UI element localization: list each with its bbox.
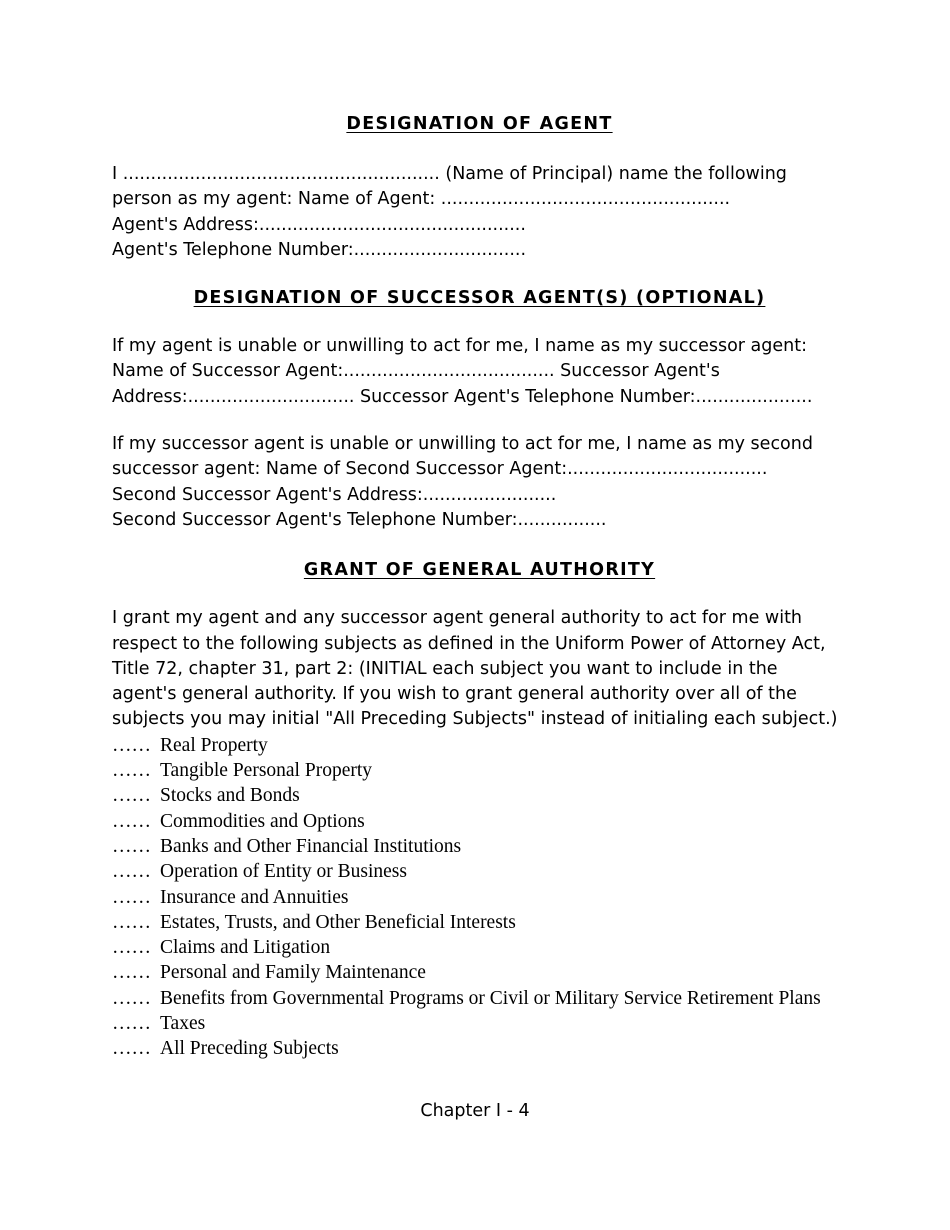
text-line: agent's general authority. If you wish to grant general authority over all of the <box>112 684 797 705</box>
initial-blank[interactable]: …… <box>112 886 151 908</box>
initial-blank[interactable]: …… <box>112 937 151 959</box>
initial-blank[interactable]: …… <box>112 861 151 883</box>
initial-blank[interactable]: …… <box>112 911 151 933</box>
heading-grant-of-general-authority: GRANT OF GENERAL AUTHORITY <box>303 560 656 581</box>
initial-blank[interactable]: …… <box>112 1013 151 1035</box>
text-line: I ......................................................... (Name of Principal) name the following <box>112 164 787 184</box>
subject-label: Personal and Family Maintenance <box>160 962 426 984</box>
text-line: Agent's Address:................................................ <box>112 214 526 235</box>
subject-label: Banks and Other Financial Institutions <box>160 835 462 857</box>
subject-label: Operation of Entity or Business <box>160 861 407 883</box>
subject-label: Stocks and Bonds <box>160 785 300 807</box>
text-line: Second Successor Agent's Address:........................ <box>112 484 557 505</box>
heading-designation-of-agent: DESIGNATION OF AGENT <box>346 114 613 134</box>
subject-label: Estates, Trusts, and Other Beneficial Interests <box>160 911 516 933</box>
initial-blank[interactable]: …… <box>112 810 151 832</box>
initial-blank[interactable]: …… <box>112 987 151 1009</box>
grant-authority-paragraph <box>112 606 847 732</box>
successor-agent-paragraph <box>112 334 847 410</box>
text-line: Address:.............................. Successor Agent's Telephone Number:..................... <box>112 386 813 407</box>
subject-label: Tangible Personal Property <box>160 760 373 782</box>
subject-label: Benefits from Governmental Programs or Civil or Military Service Retirement Plans <box>160 987 821 1009</box>
subject-commodities-and-options <box>112 809 847 834</box>
subject-tangible-personal-property <box>112 758 847 783</box>
subjects-list <box>112 733 847 1062</box>
subject-label: Insurance and Annuities <box>160 886 349 908</box>
subject-real-property <box>112 733 847 758</box>
subject-banks <box>112 834 847 859</box>
text-line: Second Successor Agent's Telephone Number:................ <box>112 509 607 530</box>
subject-label: Real Property <box>160 734 268 756</box>
subject-label: Claims and Litigation <box>160 937 331 959</box>
second-successor-agent-paragraph <box>112 432 847 533</box>
text-line: I grant my agent and any successor agent general authority to act for me with <box>112 608 803 629</box>
text-line: If my agent is unable or unwilling to act for me, I name as my successor agent: <box>112 336 808 357</box>
subject-claims-and-litigation <box>112 935 847 960</box>
subject-personal-family-maintenance <box>112 960 847 985</box>
subject-label: Commodities and Options <box>160 810 365 832</box>
text-line: If my successor agent is unable or unwilling to act for me, I name as my second <box>112 434 813 455</box>
text-line: Agent's Telephone Number:............................... <box>112 239 527 260</box>
subject-estates-trusts <box>112 910 847 935</box>
initial-blank[interactable]: …… <box>112 785 151 807</box>
subject-operation-of-entity <box>112 859 847 884</box>
initial-blank[interactable]: …… <box>112 734 151 756</box>
initial-blank[interactable]: …… <box>112 760 151 782</box>
initial-blank[interactable]: …… <box>112 1038 151 1060</box>
heading-successor-agents: DESIGNATION OF SUCCESSOR AGENT(S) (OPTIONAL) <box>193 288 766 309</box>
subject-all-preceding <box>112 1036 847 1061</box>
subject-governmental-benefits <box>112 986 847 1011</box>
text-line: Name of Successor Agent:...................................... Successor Agent's <box>112 361 720 382</box>
text-line: subjects you may initial "All Preceding Subjects" instead of initialing each subject.) <box>112 709 838 730</box>
subject-label: All Preceding Subjects <box>160 1038 339 1060</box>
page-footer: Chapter I - 4 <box>420 1101 530 1121</box>
subject-stocks-and-bonds <box>112 783 847 808</box>
initial-blank[interactable]: …… <box>112 962 151 984</box>
principal-agent-paragraph <box>112 162 847 263</box>
text-line: person as my agent: Name of Agent: .................................................... <box>112 189 731 210</box>
text-line: successor agent: Name of Second Successor Agent:.................................... <box>112 459 768 480</box>
initial-blank[interactable]: …… <box>112 835 151 857</box>
subject-label: Taxes <box>160 1013 206 1035</box>
subject-taxes <box>112 1011 847 1036</box>
text-line: respect to the following subjects as defined in the Uniform Power of Attorney Act, <box>112 633 826 654</box>
subject-insurance-and-annuities <box>112 885 847 910</box>
text-line: Title 72, chapter 31, part 2: (INITIAL each subject you want to include in the <box>112 658 778 679</box>
document-page <box>112 112 847 1062</box>
